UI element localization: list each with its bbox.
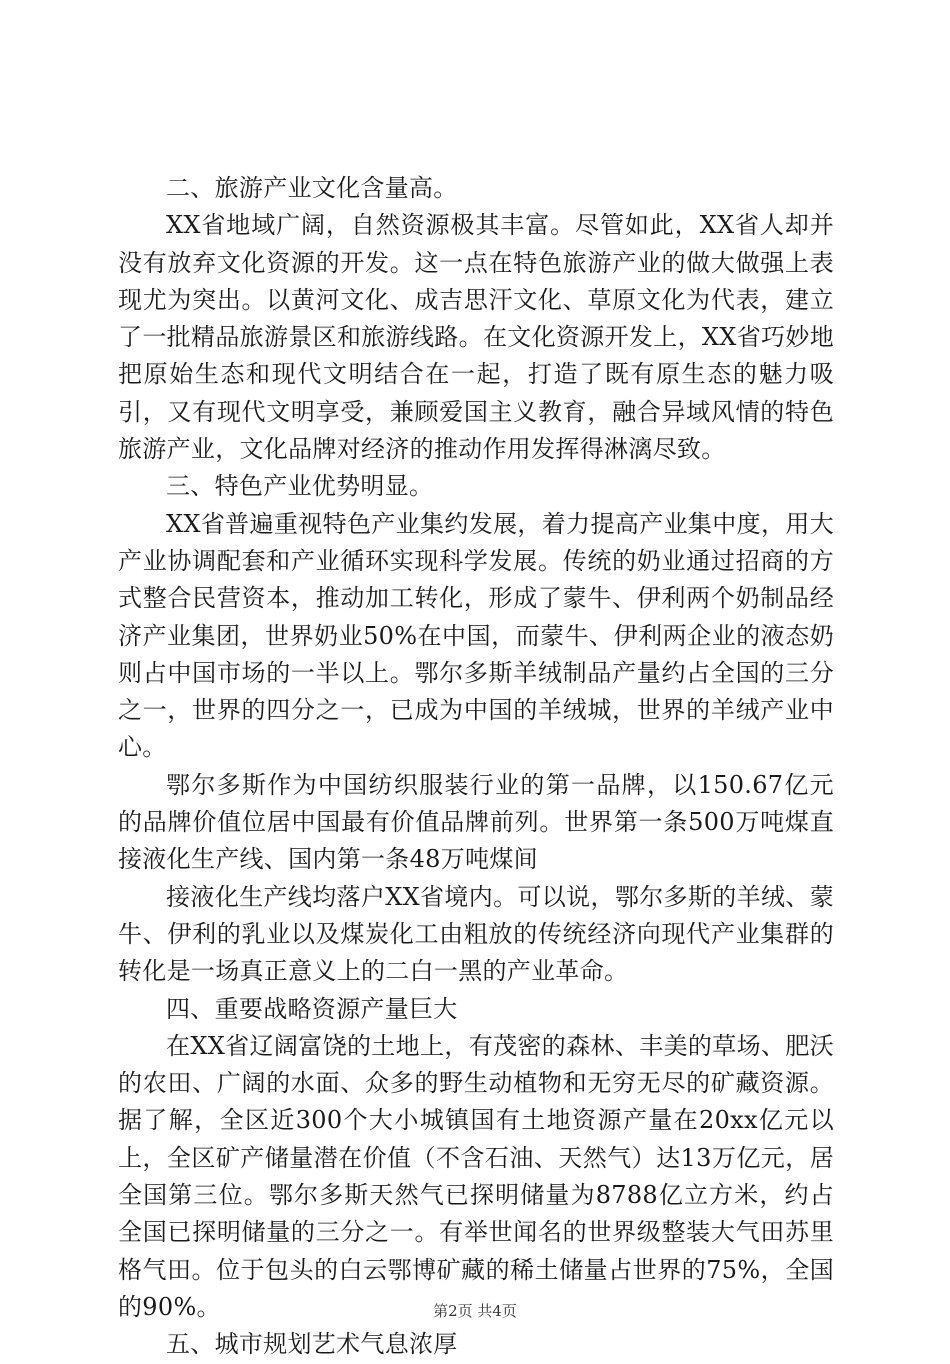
page-number-label: 第2页 共4页 xyxy=(433,1302,517,1320)
paragraph-tourism-culture: XX省地域广阔，自然资源极其丰富。尽管如此，XX省人却并没有放弃文化资源的开发。这一点在特色旅游产业的做大做强上表现尤为突出。以黄河文化、成吉思汗文化、草原文化为代表，建立了一批精品旅游景区和旅游线路。在文化资源开发上，XX省巧妙地把原始生态和现代文明结合在一起，打造了既有原生态的魅力吸引，又有现代文明享受，兼顾爱国主义教育，融合异域风情的特色旅游产业，文化品牌对经济的推动作用发挥得淋漓尽致。 xyxy=(118,211,834,464)
paragraph-industry-dairy: XX省普遍重视特色产业集约发展，着力提高产业集中度，用大产业协调配套和产业循环实现科学发展。传统的奶业通过招商的方式整合民营资本，推动加工转化，形成了蒙牛、伊利两个奶制品经济产业集团，世界奶业50%在中国，而蒙牛、伊利两企业的液态奶则占中国市场的一半以上。鄂尔多斯羊绒制品产量约占全国的三分之一，世界的四分之一，已成为中国的羊绒城，世界的羊绒产业中心。 xyxy=(118,509,834,762)
section-heading-resources: 四、重要战略资源产量巨大 xyxy=(166,994,458,1023)
document-body xyxy=(118,170,834,1364)
paragraph-resources: 在XX省辽阔富饶的土地上，有茂密的森林、丰美的草场、肥沃的农田、广阔的水面、众多的野生动植物和无穷无尽的矿藏资源。据了解，全区近300个大小城镇国有土地资源产量在20xx亿元以上，全区矿产储量潜在价值（不含石油、天然气）达13万亿元，居全国第三位。鄂尔多斯天然气已探明储量为8788亿立方米，约占全国已探明储量的三分之一。有举世闻名的世界级整装大气田苏里格气田。位于包头的白云鄂博矿藏的稀土储量占世界的75%，全国的90%。 xyxy=(118,1031,834,1321)
page-footer xyxy=(0,1300,950,1321)
section-heading-tourism: 二、旅游产业文化含量高。 xyxy=(166,174,458,202)
section-heading-industry: 三、特色产业优势明显。 xyxy=(166,472,434,501)
paragraph-ordos-brand: 鄂尔多斯作为中国纺织服装行业的第一品牌，以150.67亿元的品牌价值位居中国最有价值品牌前列。世界第一条500万吨煤直接液化生产线、国内第一条48万吨煤间 xyxy=(118,770,834,874)
paragraph-coal-liquefaction: 接液化生产线均落户XX省境内。可以说，鄂尔多斯的羊绒、蒙牛、伊利的乳业以及煤炭化工由粗放的传统经济向现代产业集群的转化是一场真正意义上的二白一黑的产业革命。 xyxy=(118,882,834,986)
section-heading-urban-planning: 五、城市规划艺术气息浓厚 xyxy=(166,1330,458,1359)
